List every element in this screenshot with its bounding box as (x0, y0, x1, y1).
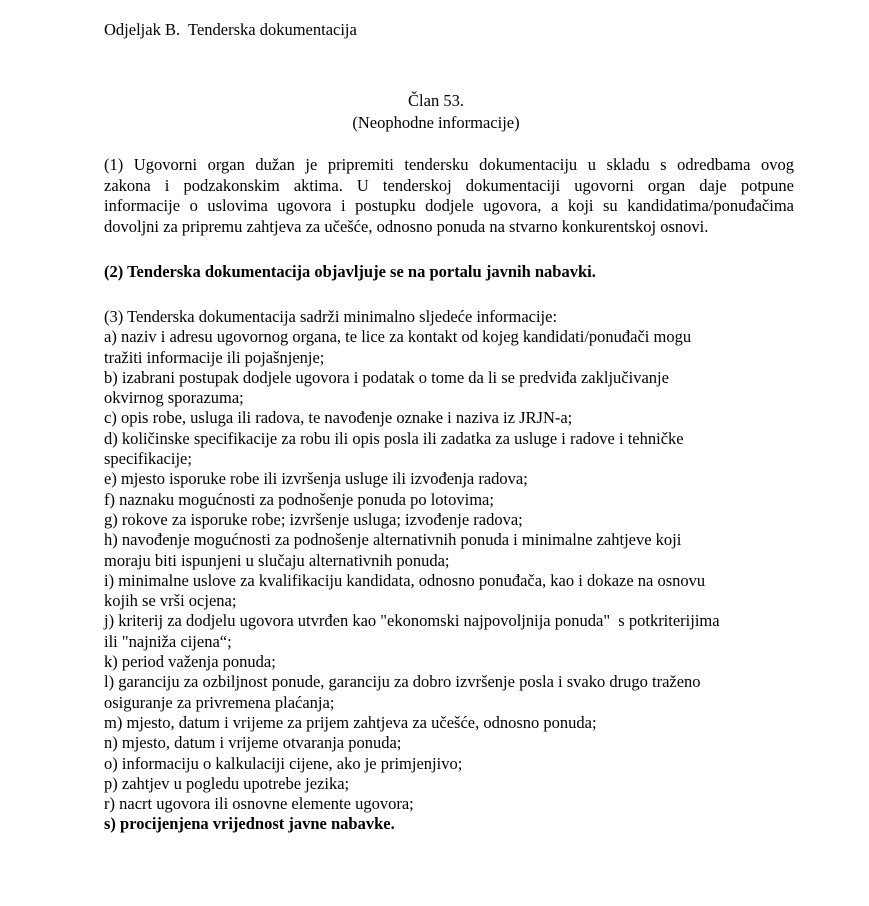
list-item: f) naznaku mogućnosti za podnošenje ponuda po lotovima; (104, 489, 494, 509)
paragraph-3 (104, 307, 794, 835)
list-item: l) garanciju za ozbiljnost ponude, garanciju za dobro izvršenje posla i svako drugo traženo (104, 672, 701, 692)
paragraph-1-line: (1) Ugovorni organ dužan je pripremiti tendersku dokumentaciju u skladu s odredbama ovog (104, 155, 794, 174)
list-item: d) količinske specifikacije za robu ili opis posla ili zadatka za usluge i radove i tehničke (104, 428, 684, 448)
article-number: Član 53. (408, 91, 464, 110)
list-item: p) zahtjev u pogledu upotrebe jezika; (104, 773, 350, 793)
article-title (0, 90, 869, 134)
list-item: specifikacije; (104, 449, 192, 469)
paragraph-3-intro: (3) Tenderska dokumentacija sadrži minimalno sljedeće informacije: (104, 307, 558, 326)
paragraph-1-line: zakona i podzakonskim aktima. U tenderskoj dokumentaciji ugovorni organ daje potpune (104, 175, 794, 195)
list-item: ili "najniža cijena“; (104, 631, 232, 651)
list-item: m) mjesto, datum i vrijeme za prijem zahtjeva za učešće, odnosno ponuda; (104, 712, 597, 732)
list-item: tražiti informacije ili pojašnjenje; (104, 347, 325, 367)
list-item: kojih se vrši ocjena; (104, 591, 237, 611)
list-item-last: s) procijenjena vrijednost javne nabavke. (104, 814, 395, 834)
list-item: osiguranje za privremena plaćanja; (104, 692, 335, 712)
list-item: r) nacrt ugovora ili osnovne elemente ugovora; (104, 794, 414, 814)
paragraph-1-line: dovoljni za pripremu zahtjeva za učešće, odnosno ponuda na stvarno konkurentskoj osnovi. (104, 216, 709, 236)
article-subtitle: (Neophodne informacije) (352, 113, 520, 132)
paragraph-1 (104, 155, 794, 237)
paragraph-2: (2) Tenderska dokumentacija objavljuje se na portalu javnih nabavki. (104, 262, 596, 281)
list-item: a) naziv i adresu ugovornog organa, te lice za kontakt od kojeg kandidati/ponuđači mogu (104, 327, 692, 347)
list-item: moraju biti ispunjeni u slučaju alternativnih ponuda; (104, 550, 450, 570)
list-item: j) kriterij za dodjelu ugovora utvrđen kao "ekonomski najpovoljnija ponuda" s potkriterijima (104, 611, 720, 631)
paragraph-1-line: informacije o uslovima ugovora i postupku dodjele ugovora, a koji su kandidatima/ponuđačima (104, 196, 794, 215)
list-item: o) informaciju o kalkulaciji cijene, ako je primjenjivo; (104, 753, 463, 773)
list-item: okvirnog sporazuma; (104, 388, 244, 408)
list-item: e) mjesto isporuke robe ili izvršenja usluge ili izvođenja radova; (104, 469, 528, 489)
list-item: n) mjesto, datum i vrijeme otvaranja ponuda; (104, 733, 402, 753)
list-item: h) navođenje mogućnosti za podnošenje alternativnih ponuda i minimalne zahtjeve koji (104, 530, 682, 550)
list-item: c) opis robe, usluga ili radova, te navođenje oznake i naziva iz JRJN-a; (104, 408, 573, 428)
list-item: g) rokove za isporuke robe; izvršenje usluga; izvođenje radova; (104, 509, 523, 529)
list-item: b) izabrani postupak dodjele ugovora i podatak o tome da li se predviđa zaključivanje (104, 367, 669, 387)
list-item: i) minimalne uslove za kvalifikaciju kandidata, odnosno ponuđača, kao i dokaze na osnovu (104, 570, 706, 590)
list-item: k) period važenja ponuda; (104, 652, 276, 672)
section-heading: Odjeljak B. Tenderska dokumentacija (104, 20, 357, 39)
